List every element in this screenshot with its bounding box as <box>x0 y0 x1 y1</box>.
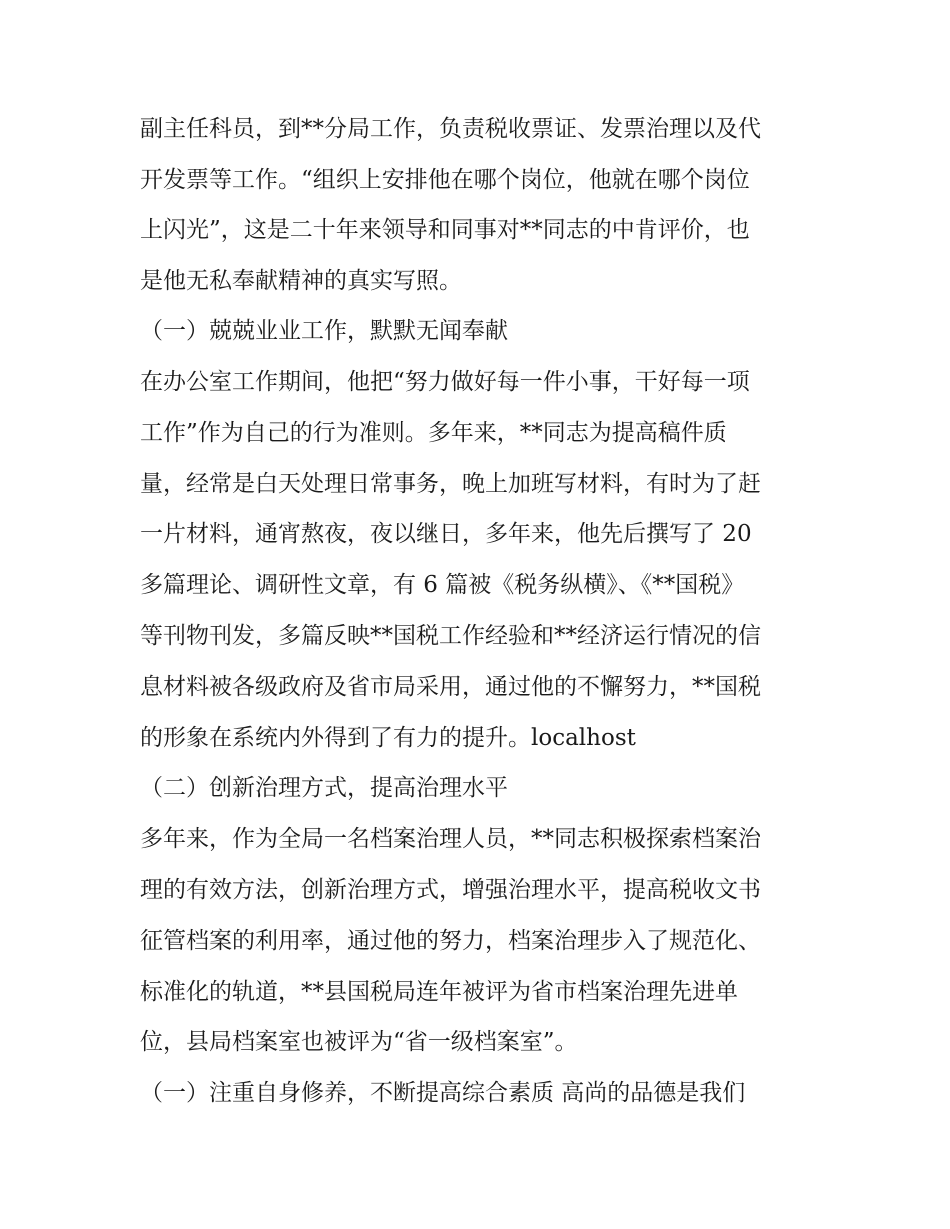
paragraph-line: 副主任科员，到**分局工作，负责税收票证、发票治理以及代 <box>140 116 761 142</box>
section-heading: （一）兢兢业业工作，默默无闻奉献 <box>140 318 508 344</box>
paragraph-line: 上闪光”，这是二十年来领导和同事对**同志的中肯评价，也 <box>140 217 750 243</box>
paragraph-line: 位，县局档案室也被评为“省一级档案室”。 <box>140 1029 578 1055</box>
section-heading: （二）创新治理方式，提高治理水平 <box>140 775 508 801</box>
paragraph-line: 开发票等工作。“组织上安排他在哪个岗位，他就在哪个岗位 <box>140 167 750 193</box>
paragraph-line: 在办公室工作期间，他把“努力做好每一件小事，干好每一项 <box>140 369 750 395</box>
section-heading: （一）注重自身修养，不断提高综合素质 高尚的品德是我们 <box>140 1080 746 1106</box>
paragraph-line: 标准化的轨道，**县国税局连年被评为省市档案治理先进单 <box>140 979 738 1005</box>
paragraph-line: 息材料被各级政府及省市局采用，通过他的不懈努力，**国税 <box>140 674 761 700</box>
paragraph-line: 是他无私奉献精神的真实写照。 <box>140 268 462 294</box>
paragraph-line: 多年来，作为全局一名档案治理人员，**同志积极探索档案治 <box>140 826 761 852</box>
paragraph-line: 工作”作为自己的行为准则。多年来，**同志为提高稿件质 <box>140 420 727 446</box>
paragraph-line: 征管档案的利用率，通过他的努力，档案治理步入了规范化、 <box>140 928 761 954</box>
paragraph-line: 一片材料，通宵熬夜，夜以继日，多年来，他先后撰写了 20 <box>140 521 752 547</box>
paragraph-line: 理的有效方法，创新治理方式，增强治理水平，提高税收文书 <box>140 877 761 903</box>
paragraph-line: 的形象在系统内外得到了有力的提升。localhost <box>140 725 636 751</box>
paragraph-line: 量，经常是白天处理日常事务，晚上加班写材料，有时为了赶 <box>140 471 761 497</box>
paragraph-line: 多篇理论、调研性文章，有 6 篇被《税务纵横》、《**国税》 <box>140 572 745 598</box>
paragraph-line: 等刊物刊发，多篇反映**国税工作经验和**经济运行情况的信 <box>140 623 761 649</box>
